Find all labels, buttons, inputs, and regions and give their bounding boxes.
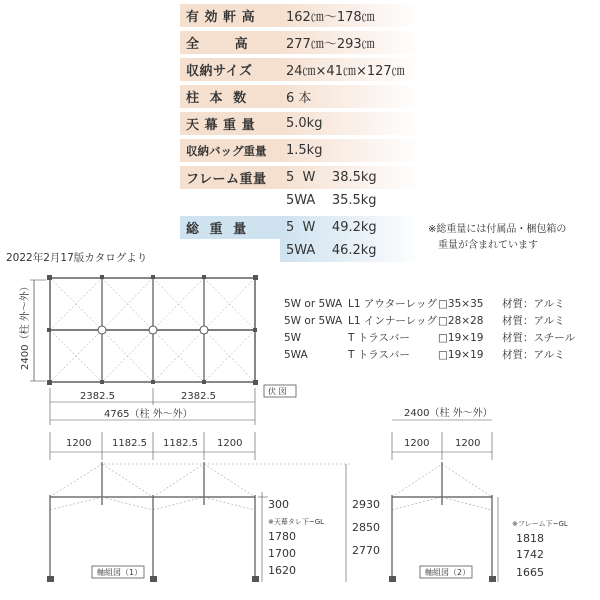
spec-label: フレーム重量 [180,166,280,189]
material-row [284,313,582,330]
frame-note: ※フレーム下~GL [512,520,568,528]
material-part: L1 インナーレッグ [348,315,438,327]
material-model: 5W or 5WA [284,298,343,310]
material-size: □35×35 [438,298,484,310]
spec-value: 5 W 38.5kg [280,166,420,189]
material-model: 5WA [284,349,308,361]
spec-value: 5.0kg [280,112,420,135]
spec-label: 天 幕 重 量 [180,112,280,135]
materials-list [284,296,582,364]
material-row [284,347,582,364]
front-span: 1200 [66,438,92,449]
spec-value: 6 本 [280,85,420,108]
material-size: □19×19 [438,349,484,361]
side-span: 1200 [455,438,481,449]
eave-note: ※天幕タレ下~GL [268,518,325,526]
weight-note-line: 重量が含まれています [438,240,538,251]
spec-label: 総 重 量 [180,216,280,239]
side-height: 1818 [516,532,544,545]
front-span: 1182.5 [163,438,198,449]
plan-title: 伏 図 [268,387,287,396]
front-title: 軸組図（1） [97,568,143,577]
side-height: 1742 [516,548,544,561]
spec-value: 5WA 35.5kg [286,193,377,208]
plan-depth-label: 2400（柱 外～外） [20,281,31,370]
spec-value: 5 W 49.2kg [280,216,420,239]
plan-width-label: 4765（柱 外～外） [104,409,193,420]
total-height: 2930 [352,498,380,511]
total-height: 2850 [352,521,380,534]
material-part: T トラスバー [348,349,410,361]
side-top-label: 2400（柱 外～外） [404,408,493,419]
material-row [284,330,582,347]
front-span: 1182.5 [112,438,147,449]
eave-top: 300 [268,498,289,511]
spec-label: 収納バッグ重量 [180,139,280,162]
side-span: 1200 [404,438,430,449]
weight-note-line: ※総重量には付属品・梱包箱の [428,224,567,235]
total-height: 2770 [352,544,380,557]
side-height: 1665 [516,566,544,579]
spec-value: 162㎝～178㎝ [280,4,420,27]
spec-label: 柱 本 数 [180,85,280,108]
spec-label: 収納サイズ [180,58,280,81]
spec-value: 277㎝～293㎝ [280,31,420,54]
plan-half-right: 2382.5 [181,391,216,402]
material-part: T トラスバー [348,332,410,344]
material-part: L1 アウターレッグ [348,298,437,310]
plan-half-left: 2382.5 [80,391,115,402]
spec-value: 24㎝×41㎝×127㎝ [280,58,420,81]
spec-label: 全 高 [180,31,280,54]
eave-height: 1780 [268,530,296,543]
material-size: □19×19 [438,332,484,344]
material-type: 材質：アルミ [502,315,565,327]
material-type: 材質：スチール [502,332,576,344]
catalog-source: 2022年2月17版カタログより [6,252,148,264]
side-title: 軸組図（2） [425,568,471,577]
material-model: 5W [284,332,302,344]
material-row [284,296,582,313]
eave-height: 1700 [268,547,296,560]
material-size: □28×28 [438,315,484,327]
spec-value: 5WA 46.2kg [280,239,420,262]
spec-label: 有 効 軒 高 [180,4,280,27]
front-span: 1200 [217,438,243,449]
material-model: 5W or 5WA [284,315,343,327]
material-type: 材質：アルミ [502,298,565,310]
eave-height: 1620 [268,564,296,577]
material-type: 材質：アルミ [502,349,565,361]
spec-value: 1.5kg [280,139,420,162]
